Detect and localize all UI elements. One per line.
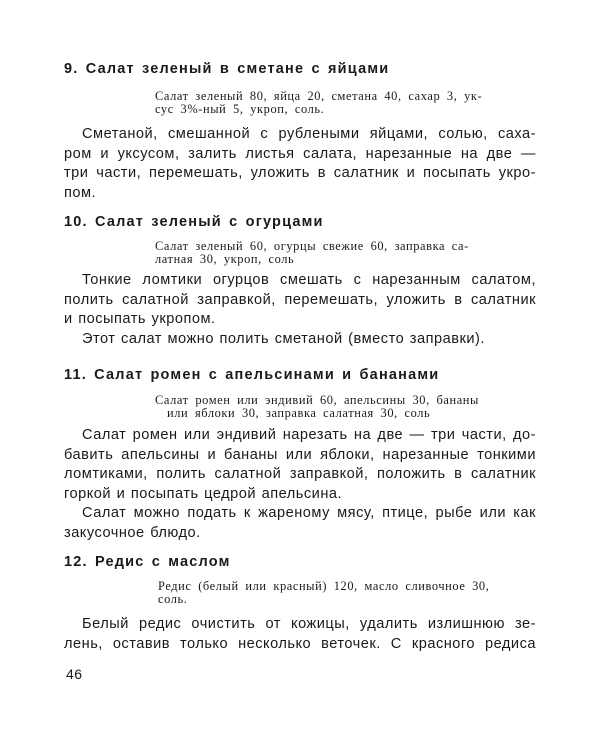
recipe-11 [64,366,536,543]
instruction-line: Белый редис очистить от кожицы, удалить излишнюю зе- [82,616,536,632]
recipe-title: 9. Салат зеленый в сметане с яйцами [64,61,390,77]
recipe-ingredients [158,580,536,606]
instruction-line: ром и уксусом, залить листья салата, нарезанные на две — [64,145,536,162]
instruction-line: Салат ромен или эндивий нарезать на две — три части, до- [82,427,536,443]
instruction-line: и посыпать укропом. [64,311,216,327]
recipe-title: 11. Салат ромен с апельсинами и бананами [64,367,440,383]
instruction-line: бавить апельсины и бананы или яблоки, нарезанные тонкими [64,446,536,463]
recipe-instructions [64,615,536,654]
instruction-line: ломтиками, полить салатной заправкой, положить в салатник [64,466,536,482]
recipe-12 [64,553,536,654]
instruction-line: Салат можно подать к жареному мясу, птице, рыбе или как [82,505,536,521]
instruction-line: Тонкие ломтики огурцов смешать с нарезанным салатом, [82,272,536,288]
recipe-instructions [64,426,536,543]
page-number: 46 [66,666,83,682]
ingredients-line: Редис (белый или красный) 120, масло сливочное 30, [158,579,490,593]
ingredients-line: соль. [158,592,188,606]
ingredients-line: латная 30, укроп, соль [155,252,295,266]
recipe-instructions [64,125,536,203]
instruction-line: полить салатной заправкой, перемешать, уложить в салатник [64,291,536,308]
recipe-ingredients [155,394,536,420]
instruction-line: лень, оставив только несколько веточек. С красного редиса [64,635,536,652]
instruction-line: Этот салат можно полить сметаной (вместо заправки). [82,330,485,347]
ingredients-line: Салат зеленый 60, огурцы свежие 60, заправка са- [155,239,469,253]
instruction-line: горкой и посыпать цедрой апельсина. [64,485,343,502]
ingredients-line: Салат зеленый 80, яйца 20, сметана 40, сахар 3, ук- [155,89,483,103]
recipe-10 [64,213,536,349]
recipe-title: 12. Редис с маслом [64,554,231,570]
recipe-9 [64,60,536,203]
ingredients-line: сус 3%-ный 5, укроп, соль. [155,102,325,116]
recipe-title: 10. Салат зеленый с огурцами [64,214,324,230]
instruction-line: пом. [64,184,97,201]
recipe-ingredients [155,240,536,266]
instruction-line: Сметаной, смешанной с рублеными яйцами, солью, саха- [82,126,536,142]
instruction-line: закусочное блюдо. [64,524,201,541]
ingredients-line: Салат ромен или эндивий 60, апельсины 30, бананы [155,393,479,407]
recipe-ingredients [155,90,536,116]
recipe-instructions [64,271,536,349]
instruction-line: три части, перемешать, уложить в салатник и посыпать укро- [64,165,536,181]
ingredients-line: или яблоки 30, заправка салатная 30, соль [167,406,431,420]
